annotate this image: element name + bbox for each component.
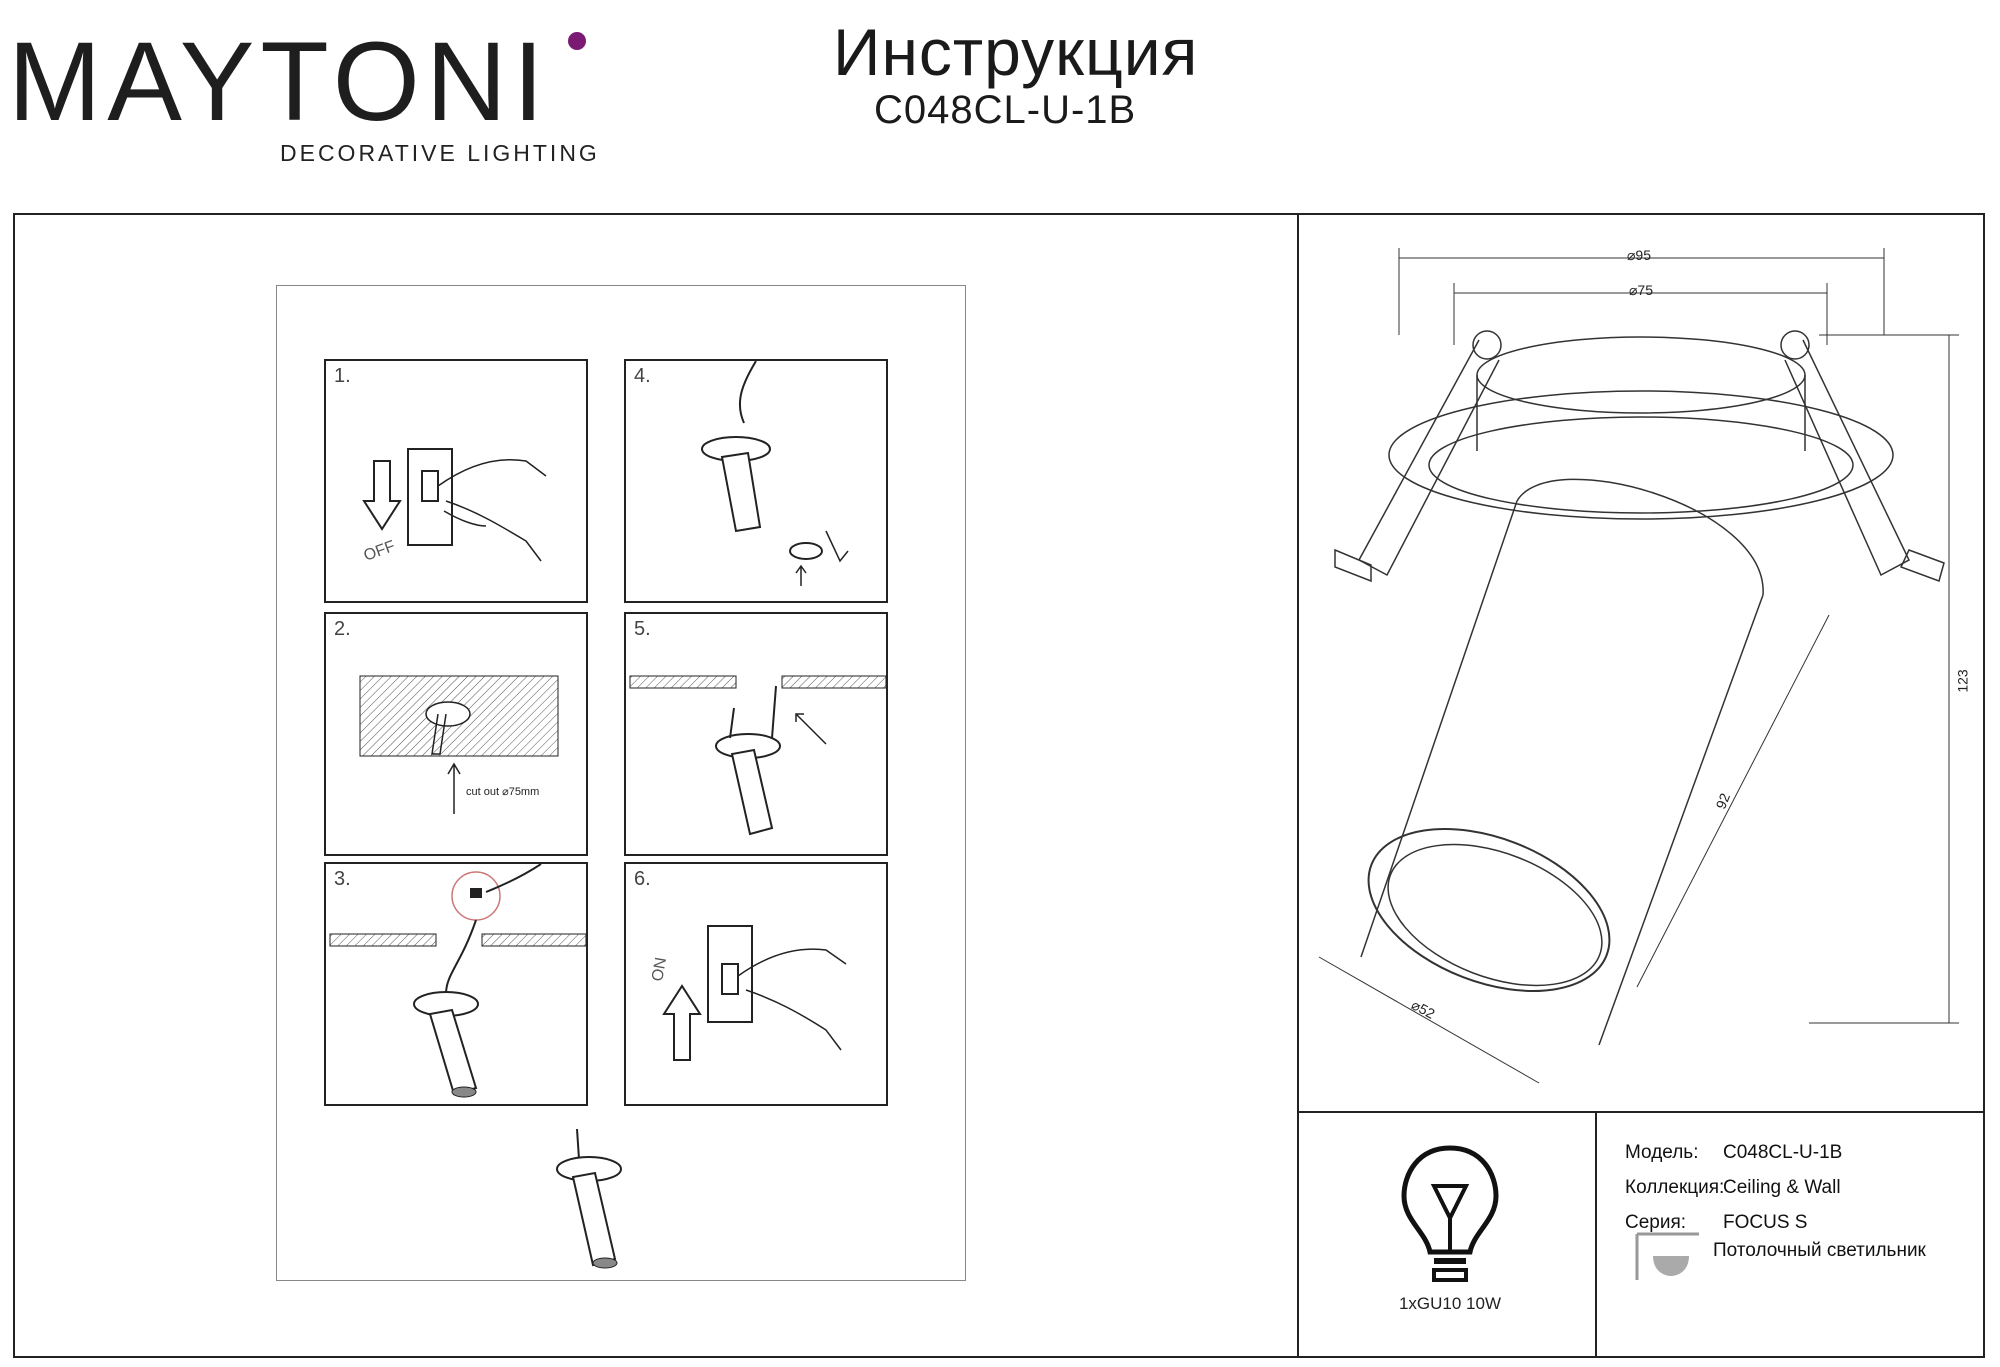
document-title: Инструкция [833,15,1199,89]
ceiling-mount-illustration [626,614,890,858]
step-3 [324,862,588,1106]
spec-model-value: C048CL-U-1B [1723,1142,1843,1163]
wiring-illustration [326,864,590,1108]
bulb-icon [1380,1140,1520,1290]
spec-type-value: Потолочный светильник [1713,1240,1926,1261]
step-4 [624,359,888,603]
spec-series-value: FOCUS S [1723,1212,1808,1233]
ceiling-cutout-illustration [326,614,590,858]
step-number: 6. [634,868,651,890]
spec-collection-key: Коллекция: [1625,1177,1725,1198]
step-number: 5. [634,618,651,640]
spec-collection [1625,1177,1841,1199]
divider-spec [1595,1111,1597,1358]
on-label: ON [649,956,671,983]
dim-head-diameter: ⌀52 [1408,996,1438,1022]
technical-drawing [1299,215,1985,1111]
ceiling-lamp-icon [1633,1230,1703,1285]
step-5 [624,612,888,856]
switch-off-illustration [326,361,590,605]
dim-height: 123 [1954,669,1971,693]
dim-length: 92 [1712,790,1734,812]
step-number: 1. [334,365,351,387]
spec-series-key: Серия: [1625,1212,1687,1233]
step-number: 4. [634,365,651,387]
step-6 [624,862,888,1106]
lamp-spec: 1xGU10 10W [1398,1294,1502,1313]
logo-dot-icon [568,32,586,50]
dim-cutout-diameter: ⌀75 [1629,282,1654,298]
dim-outer-diameter: ⌀95 [1627,247,1652,263]
cutout-label: cut out ⌀75mm [466,786,540,798]
spec-collection-value: Ceiling & Wall [1723,1177,1841,1198]
brand-logo [8,20,608,170]
lamp-insert-illustration [626,361,890,605]
off-label: OFF [361,537,398,565]
divider-horizontal [1297,1111,1985,1113]
step-2 [324,612,588,856]
step-number: 3. [334,868,351,890]
dimensioned-lamp-drawing [1299,215,1985,1111]
step-1 [324,359,588,603]
installed-lamp-illustration [547,1129,667,1279]
installation-steps-panel [276,285,966,1281]
document-model-code: C048CL-U-1B [874,88,1137,132]
spec-model-key: Модель: [1625,1142,1699,1163]
step-number: 2. [334,618,351,640]
brand-tagline: DECORATIVE LIGHTING [280,140,600,166]
spec-model [1625,1142,1842,1164]
brand-name: MAYTONI [8,19,550,144]
switch-on-illustration [626,864,890,1108]
